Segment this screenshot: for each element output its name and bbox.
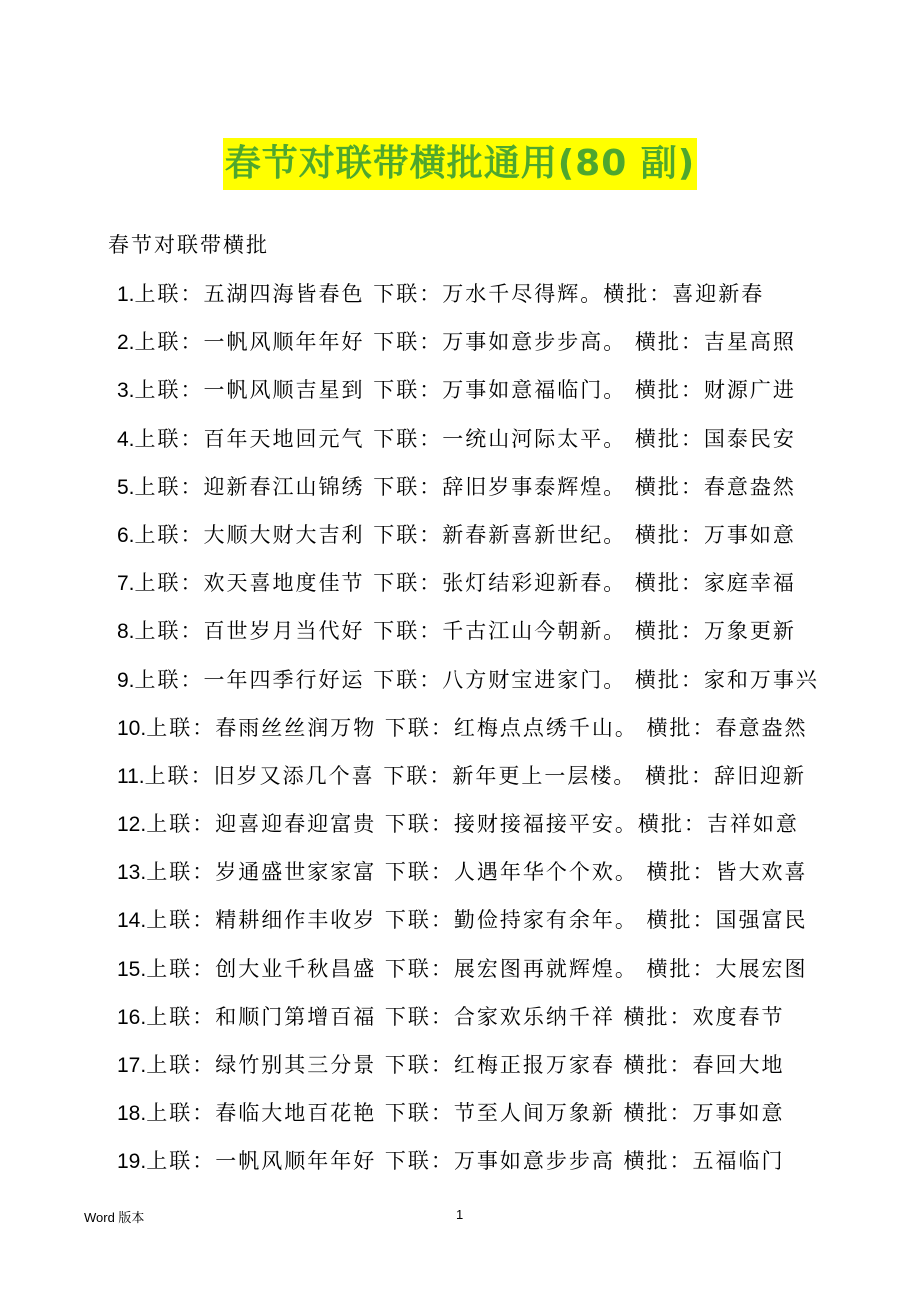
item-text: 上联：和顺门第增百福 下联：合家欢乐纳千祥 横批：欢度春节 xyxy=(146,1004,785,1029)
couplet-item xyxy=(117,472,819,520)
item-number: 4. xyxy=(117,427,135,451)
couplet-item xyxy=(117,279,819,327)
couplet-list xyxy=(117,279,819,1195)
item-number: 6. xyxy=(117,523,135,547)
couplet-item xyxy=(117,954,819,1002)
couplet-item xyxy=(117,857,819,905)
item-number: 1. xyxy=(117,283,135,306)
couplet-item xyxy=(117,568,819,616)
item-text: 上联：五湖四海皆春色 下联：万水千尽得辉。横批：喜迎新春 xyxy=(134,282,765,306)
item-number: 7. xyxy=(117,572,135,596)
item-text: 上联：岁通盛世家家富 下联：人遇年华个个欢。 横批：皆大欢喜 xyxy=(146,860,808,885)
couplet-item xyxy=(117,375,819,423)
item-text: 上联：一帆风顺年年好 下联：万事如意步步高 横批：五福临门 xyxy=(146,1149,785,1174)
item-number: 19. xyxy=(117,1150,147,1174)
item-number: 12. xyxy=(117,813,147,837)
footer-label: Word 版本 xyxy=(84,1210,145,1225)
couplet-item xyxy=(117,327,819,375)
item-text: 上联：春雨丝丝润万物 下联：红梅点点绣千山。 横批：春意盎然 xyxy=(146,715,808,740)
item-text: 上联：绿竹别其三分景 下联：红梅正报万家春 横批：春回大地 xyxy=(146,1053,785,1077)
item-text: 上联：百年天地回元气 下联：一统山河际太平。 横批：国泰民安 xyxy=(134,426,796,451)
item-number: 13. xyxy=(117,861,147,885)
item-number: 15. xyxy=(117,957,147,981)
couplet-item xyxy=(117,1098,819,1146)
couplet-item xyxy=(117,1002,819,1050)
item-text: 上联：百世岁月当代好 下联：千古江山今朝新。 横批：万象更新 xyxy=(134,619,796,644)
item-text: 上联：迎新春江山锦绣 下联：辞旧岁事泰辉煌。 横批：春意盎然 xyxy=(134,474,796,499)
title-container xyxy=(0,138,920,190)
item-number: 2. xyxy=(117,331,135,355)
item-number: 16. xyxy=(117,1005,147,1029)
document-subtitle: 春节对联带横批 xyxy=(108,233,269,257)
item-text: 上联：一年四季行好运 下联：八方财宝进家门。 横批：家和万事兴 xyxy=(134,667,819,692)
item-number: 18. xyxy=(117,1102,147,1126)
item-text: 上联：大顺大财大吉利 下联：新春新喜新世纪。 横批：万事如意 xyxy=(134,522,796,547)
item-number: 5. xyxy=(117,475,135,499)
couplet-item xyxy=(117,713,819,761)
couplet-item xyxy=(117,520,819,568)
couplet-item xyxy=(117,809,819,857)
item-number: 8. xyxy=(117,620,135,644)
couplet-item xyxy=(117,1146,819,1194)
couplet-item xyxy=(117,761,819,809)
item-text: 上联：旧岁又添几个喜 下联：新年更上一层楼。 横批：辞旧迎新 xyxy=(144,763,806,788)
couplet-item xyxy=(117,665,819,713)
item-number: 17. xyxy=(117,1054,147,1077)
item-number: 9. xyxy=(117,668,135,692)
document-title: 春节对联带横批通用(80 副) xyxy=(223,138,698,190)
item-text: 上联：春临大地百花艳 下联：节至人间万象新 横批：万事如意 xyxy=(146,1101,785,1126)
couplet-item xyxy=(117,616,819,664)
item-number: 11. xyxy=(117,764,145,788)
item-text: 上联：一帆风顺吉星到 下联：万事如意福临门。 横批：财源广进 xyxy=(134,378,796,403)
item-text: 上联：一帆风顺年年好 下联：万事如意步步高。 横批：吉星高照 xyxy=(134,330,796,355)
item-number: 10. xyxy=(117,716,147,740)
page-number: 1 xyxy=(456,1207,464,1222)
item-number: 3. xyxy=(117,379,135,403)
couplet-item xyxy=(117,1050,819,1098)
couplet-item xyxy=(117,905,819,953)
item-text: 上联：精耕细作丰收岁 下联：勤俭持家有余年。 横批：国强富民 xyxy=(146,908,808,933)
item-text: 上联：欢天喜地度佳节 下联：张灯结彩迎新春。 横批：家庭幸福 xyxy=(134,571,796,596)
item-text: 上联：迎喜迎春迎富贵 下联：接财接福接平安。横批：吉祥如意 xyxy=(146,812,799,837)
item-text: 上联：创大业千秋昌盛 下联：展宏图再就辉煌。 横批：大展宏图 xyxy=(146,956,808,981)
item-number: 14. xyxy=(117,909,147,933)
couplet-item xyxy=(117,424,819,472)
